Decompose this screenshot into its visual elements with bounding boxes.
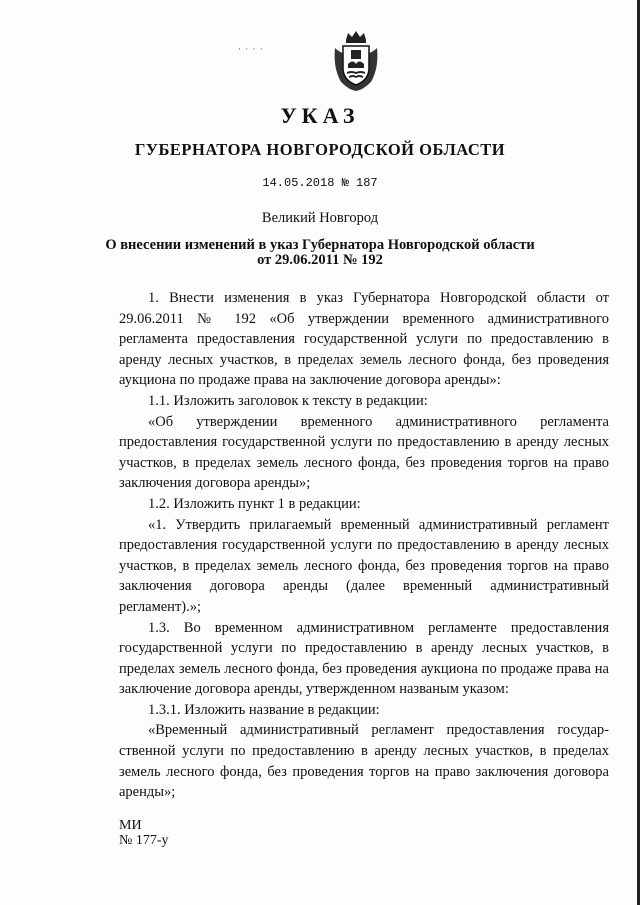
scan-mark: · · · · bbox=[238, 44, 264, 54]
document-title: УКАЗ bbox=[280, 103, 360, 128]
city-name: Великий Новгород bbox=[261, 210, 379, 226]
paragraph: 1.3. Во временном административном регламенте предоставления государственной услуги по предоставлению в аренду лесных участков, в пределах земель лесного фонда, без проведения аукциона по продаже права на заключение договора аренды, утвержденном названым указом: bbox=[119, 619, 609, 698]
footer-number: № 177-у bbox=[119, 833, 169, 848]
decree-heading-line-1: О внесении изменений в указ Губернатора Новгородской области bbox=[105, 237, 535, 253]
footer-reference bbox=[119, 818, 169, 848]
paragraph: 1. Внести изменения в указ Губернатора Новгородской области от 29.06.2011 № 192 «Об утверждении временного административного регламента предоставления государственной услуги по предоставлению в аренду лесных участков, в пределах земель лесного фонда, без проведения аукциона по продаже права на заключение договора аренды»: bbox=[119, 290, 609, 389]
decree-heading-line-2: от 29.06.2011 № 192 bbox=[257, 252, 383, 268]
paragraph: «Временный административный регламент предоставления государ-ственной услуги по предоставлению в аренду лесных участков, в пределах земель лесного фонда, без проведения торгов на право заключения договора аренды»; bbox=[119, 722, 609, 801]
decree-body bbox=[119, 288, 609, 803]
footer-initials: МИ bbox=[119, 818, 142, 833]
coat-of-arms-icon bbox=[329, 28, 383, 92]
paragraph: «1. Утвердить прилагаемый временный административный регламент предоставления государственной услуги по предоставлению в аренду лесных участков, в пределах земель лесного фонда, без проведения торгов на право заключения договора аренды (далее временный административный регламент).»; bbox=[119, 516, 609, 615]
paragraph: 1.1. Изложить заголовок к тексту в редакции: bbox=[148, 392, 428, 409]
decree-heading bbox=[60, 238, 580, 268]
date-number-stamp: 14.05.2018 № 187 bbox=[262, 176, 378, 190]
paragraph: 1.2. Изложить пункт 1 в редакции: bbox=[148, 495, 361, 512]
paragraph: «Об утверждении временного административного регламента предоставления государственной услуги по предоставлению в аренду лесных участков, в пределах земель лесного фонда, без проведения торгов на право заключения договора аренды»; bbox=[119, 413, 609, 492]
paragraph: 1.3.1. Изложить название в редакции: bbox=[148, 701, 380, 718]
document-subtitle: ГУБЕРНАТОРА НОВГОРОДСКОЙ ОБЛАСТИ bbox=[134, 140, 506, 159]
